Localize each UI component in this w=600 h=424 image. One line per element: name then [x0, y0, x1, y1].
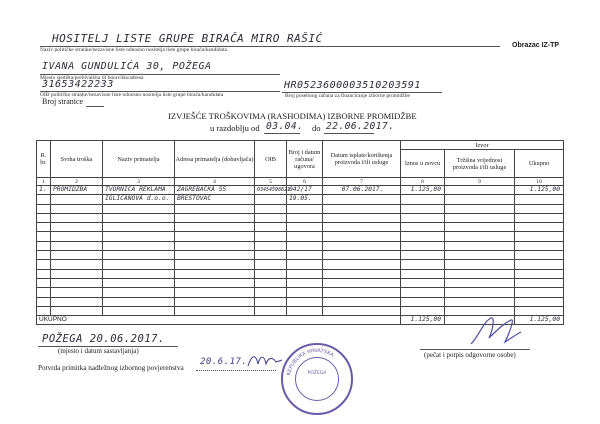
- col-number: 1: [37, 178, 51, 186]
- receipt-initials: [246, 350, 286, 372]
- page-number-label: Broj stranice: [42, 97, 84, 106]
- form-code: Obrazac IZ-TP: [512, 42, 560, 49]
- place-date-value: POŽEGA 20.06.2017.: [42, 333, 165, 345]
- cell-adresa: ZAGREBAČKA 55: [175, 186, 255, 195]
- col-iznos: Iznos u novcu: [401, 150, 445, 178]
- oib-value: 31653422233: [42, 79, 114, 90]
- period-to-line: [324, 133, 374, 134]
- cell-ukupno: 1.125,00: [515, 186, 564, 195]
- cell-naziv: TVORNICA REKLAMA: [103, 186, 175, 195]
- cell-naziv: IGLIČANOVA d.o.o.: [103, 195, 175, 204]
- col-naziv: Naziv primatelja: [103, 141, 175, 178]
- col-number: 9: [445, 178, 515, 186]
- col-number: 7: [323, 178, 401, 186]
- stamp-inner-ring: [295, 357, 339, 401]
- receipt-label: Potvrda primitka nadležnog izbornog povjerenstva: [38, 364, 184, 372]
- col-number: 10: [515, 178, 564, 186]
- col-trzisna: Tržišna vrijednost proizvoda i/ili usluge: [445, 150, 515, 178]
- col-racun: Broj i datum računa/ ugovora: [287, 141, 323, 178]
- cell-rbr: 1.: [37, 186, 51, 195]
- col-svrha: Svrha troška: [51, 141, 103, 178]
- address-caption: Mjesto sjedišta/prebivališta ili boravišta/adresa: [40, 75, 144, 81]
- list-name-value: HOSITELJ LISTE GRUPE BIRAČA MIRO RAŠIĆ: [52, 32, 323, 45]
- col-adresa: Adresa primatelja (dobavljača): [175, 141, 255, 178]
- address-value: IVANA GUNDULIĆA 30, POŽEGA: [42, 61, 212, 72]
- cell-racun: 19.05.: [287, 195, 323, 204]
- cell-svrha: PROMIDŽBA: [51, 186, 103, 195]
- place-date-caption: (mjesto i datum sastavljanja): [58, 347, 139, 355]
- period-from-line: [264, 133, 300, 134]
- period-to: 22.06.2017.: [326, 121, 395, 132]
- cell-adresa: BRESTOVAC: [175, 195, 255, 204]
- col-datum: Datum isplate/korištenja proizvoda i/ili usluge: [323, 141, 401, 178]
- cell-racun: 042/17: [287, 186, 323, 195]
- official-stamp: [281, 343, 353, 415]
- col-oib: OIB: [255, 141, 287, 178]
- table-row: [37, 186, 564, 195]
- cell-datum: 07.06.2017.: [323, 186, 401, 195]
- period-to-label: do: [312, 123, 321, 133]
- period-prefix: u razdoblju od: [210, 123, 260, 133]
- col-number: 4: [175, 178, 255, 186]
- total-ukupno: 1.125,00: [515, 316, 564, 325]
- col-number: 3: [103, 178, 175, 186]
- report-title: IZVJEŠĆE TROŠKOVIMA (RASHODIMA) IZBORNE PROMIDŽBE: [168, 111, 417, 121]
- oib-caption: OIB političke stranke/nezavisne liste odnosno nositelja liste grupe birača/kandidata: [40, 92, 224, 98]
- receipt-value: 20.6.17.: [200, 357, 248, 367]
- cell-oib: 03454598621: [255, 186, 287, 195]
- signature-caption: (pečat i potpis odgovorne osobe): [424, 351, 516, 359]
- col-number: 5: [255, 178, 287, 186]
- total-iznos: 1.125,00: [401, 316, 445, 325]
- signature-mark: [465, 308, 525, 352]
- col-number: 2: [51, 178, 103, 186]
- total-label: UKUPNO: [37, 316, 401, 325]
- expenses-table: [36, 140, 564, 333]
- col-izvor: Izvor: [401, 141, 564, 150]
- account-caption: Broj posebnog računa za financiranje izborne promidžbe: [285, 93, 410, 99]
- col-number: 6: [287, 178, 323, 186]
- col-number: 8: [401, 178, 445, 186]
- signature-line: [420, 349, 530, 350]
- list-name-caption: Naziv političke stranke/nezavisne liste odnosno nositelja liste grupe birača/kandidata: [40, 47, 227, 53]
- page-number-line: [86, 106, 104, 107]
- stamp-text: REPUBLIKA HRVATSKA: [286, 347, 335, 377]
- stamp-center: POŽEGA: [307, 371, 327, 376]
- account-value: HR0523600003510203591: [284, 80, 421, 91]
- period-from: 03.04.: [266, 121, 304, 132]
- cell-iznos: 1.125,00: [401, 186, 445, 195]
- table-row: [37, 195, 564, 204]
- col-ukupno: Ukupno: [515, 150, 564, 178]
- col-rbr: R. br.: [37, 141, 51, 178]
- cell-trzisna: [445, 186, 515, 195]
